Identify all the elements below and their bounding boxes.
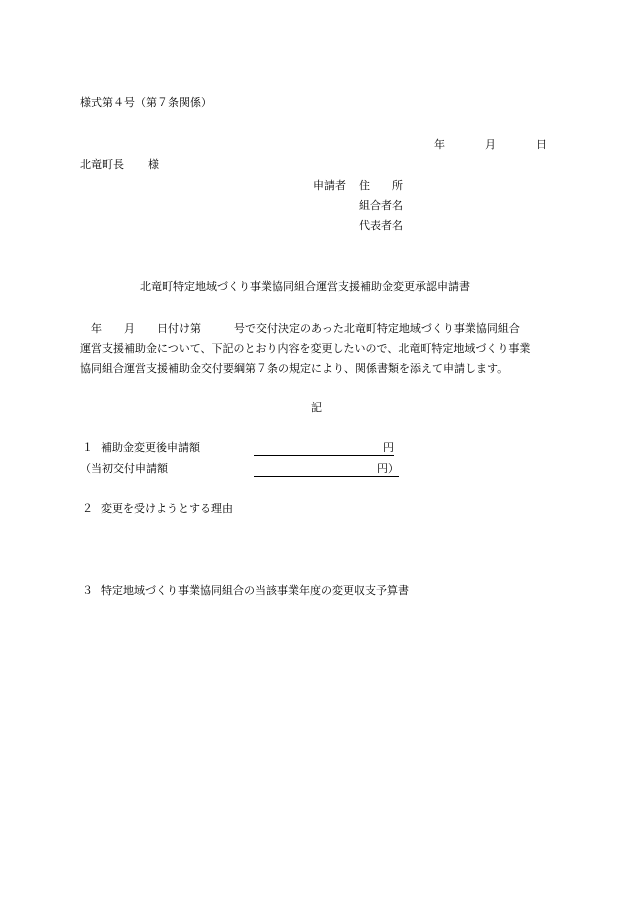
- item-number: １: [82, 441, 93, 454]
- item-number: ２: [82, 502, 93, 515]
- applicant-representative-label: 代表者名: [359, 219, 403, 232]
- item-label-revised-amount: 補助金変更後申請額: [101, 441, 200, 454]
- date-day-label: 日: [536, 138, 547, 151]
- yen-unit: 円: [383, 441, 394, 454]
- item-number: ３: [82, 584, 93, 597]
- document-title: 北竜町特定地域づくり事業協同組合運営支援補助金変更承認申請書: [140, 280, 470, 293]
- body-line: 運営支援補助金について、下記のとおり内容を変更したいので、北竜町特定地域づくり事業: [80, 342, 531, 355]
- item-label-original-amount: （当初交付申請額: [80, 462, 168, 475]
- form-number: 様式第４号（第７条関係）: [80, 96, 212, 109]
- addressee-honorific: 様: [148, 158, 159, 171]
- body-line: 年 月 日付け第 号で交付決定のあった北竜町特定地域づくり事業協同組合: [80, 322, 520, 335]
- date-month-label: 月: [485, 138, 496, 151]
- item-label-change-reason: 変更を受けようとする理由: [101, 502, 233, 515]
- applicant-label: 申請者: [313, 179, 346, 192]
- yen-unit: 円）: [377, 462, 399, 475]
- ki-heading: 記: [311, 401, 322, 414]
- body-paragraph: [80, 319, 555, 379]
- item-label-budget: 特定地域づくり事業協同組合の当該事業年度の変更収支予算書: [101, 584, 409, 597]
- body-line: 協同組合運営支援補助金交付要綱第７条の規定により、関係書類を添えて申請します。: [80, 362, 509, 375]
- addressee: [80, 158, 159, 172]
- revised-amount-field[interactable]: [254, 441, 394, 456]
- applicant-address-label: 住 所: [359, 179, 403, 192]
- addressee-name: 北竜町長: [80, 158, 124, 171]
- original-amount-field[interactable]: [254, 462, 399, 477]
- applicant-union-name-label: 組合者名: [359, 199, 403, 212]
- date-year-label: 年: [434, 138, 445, 151]
